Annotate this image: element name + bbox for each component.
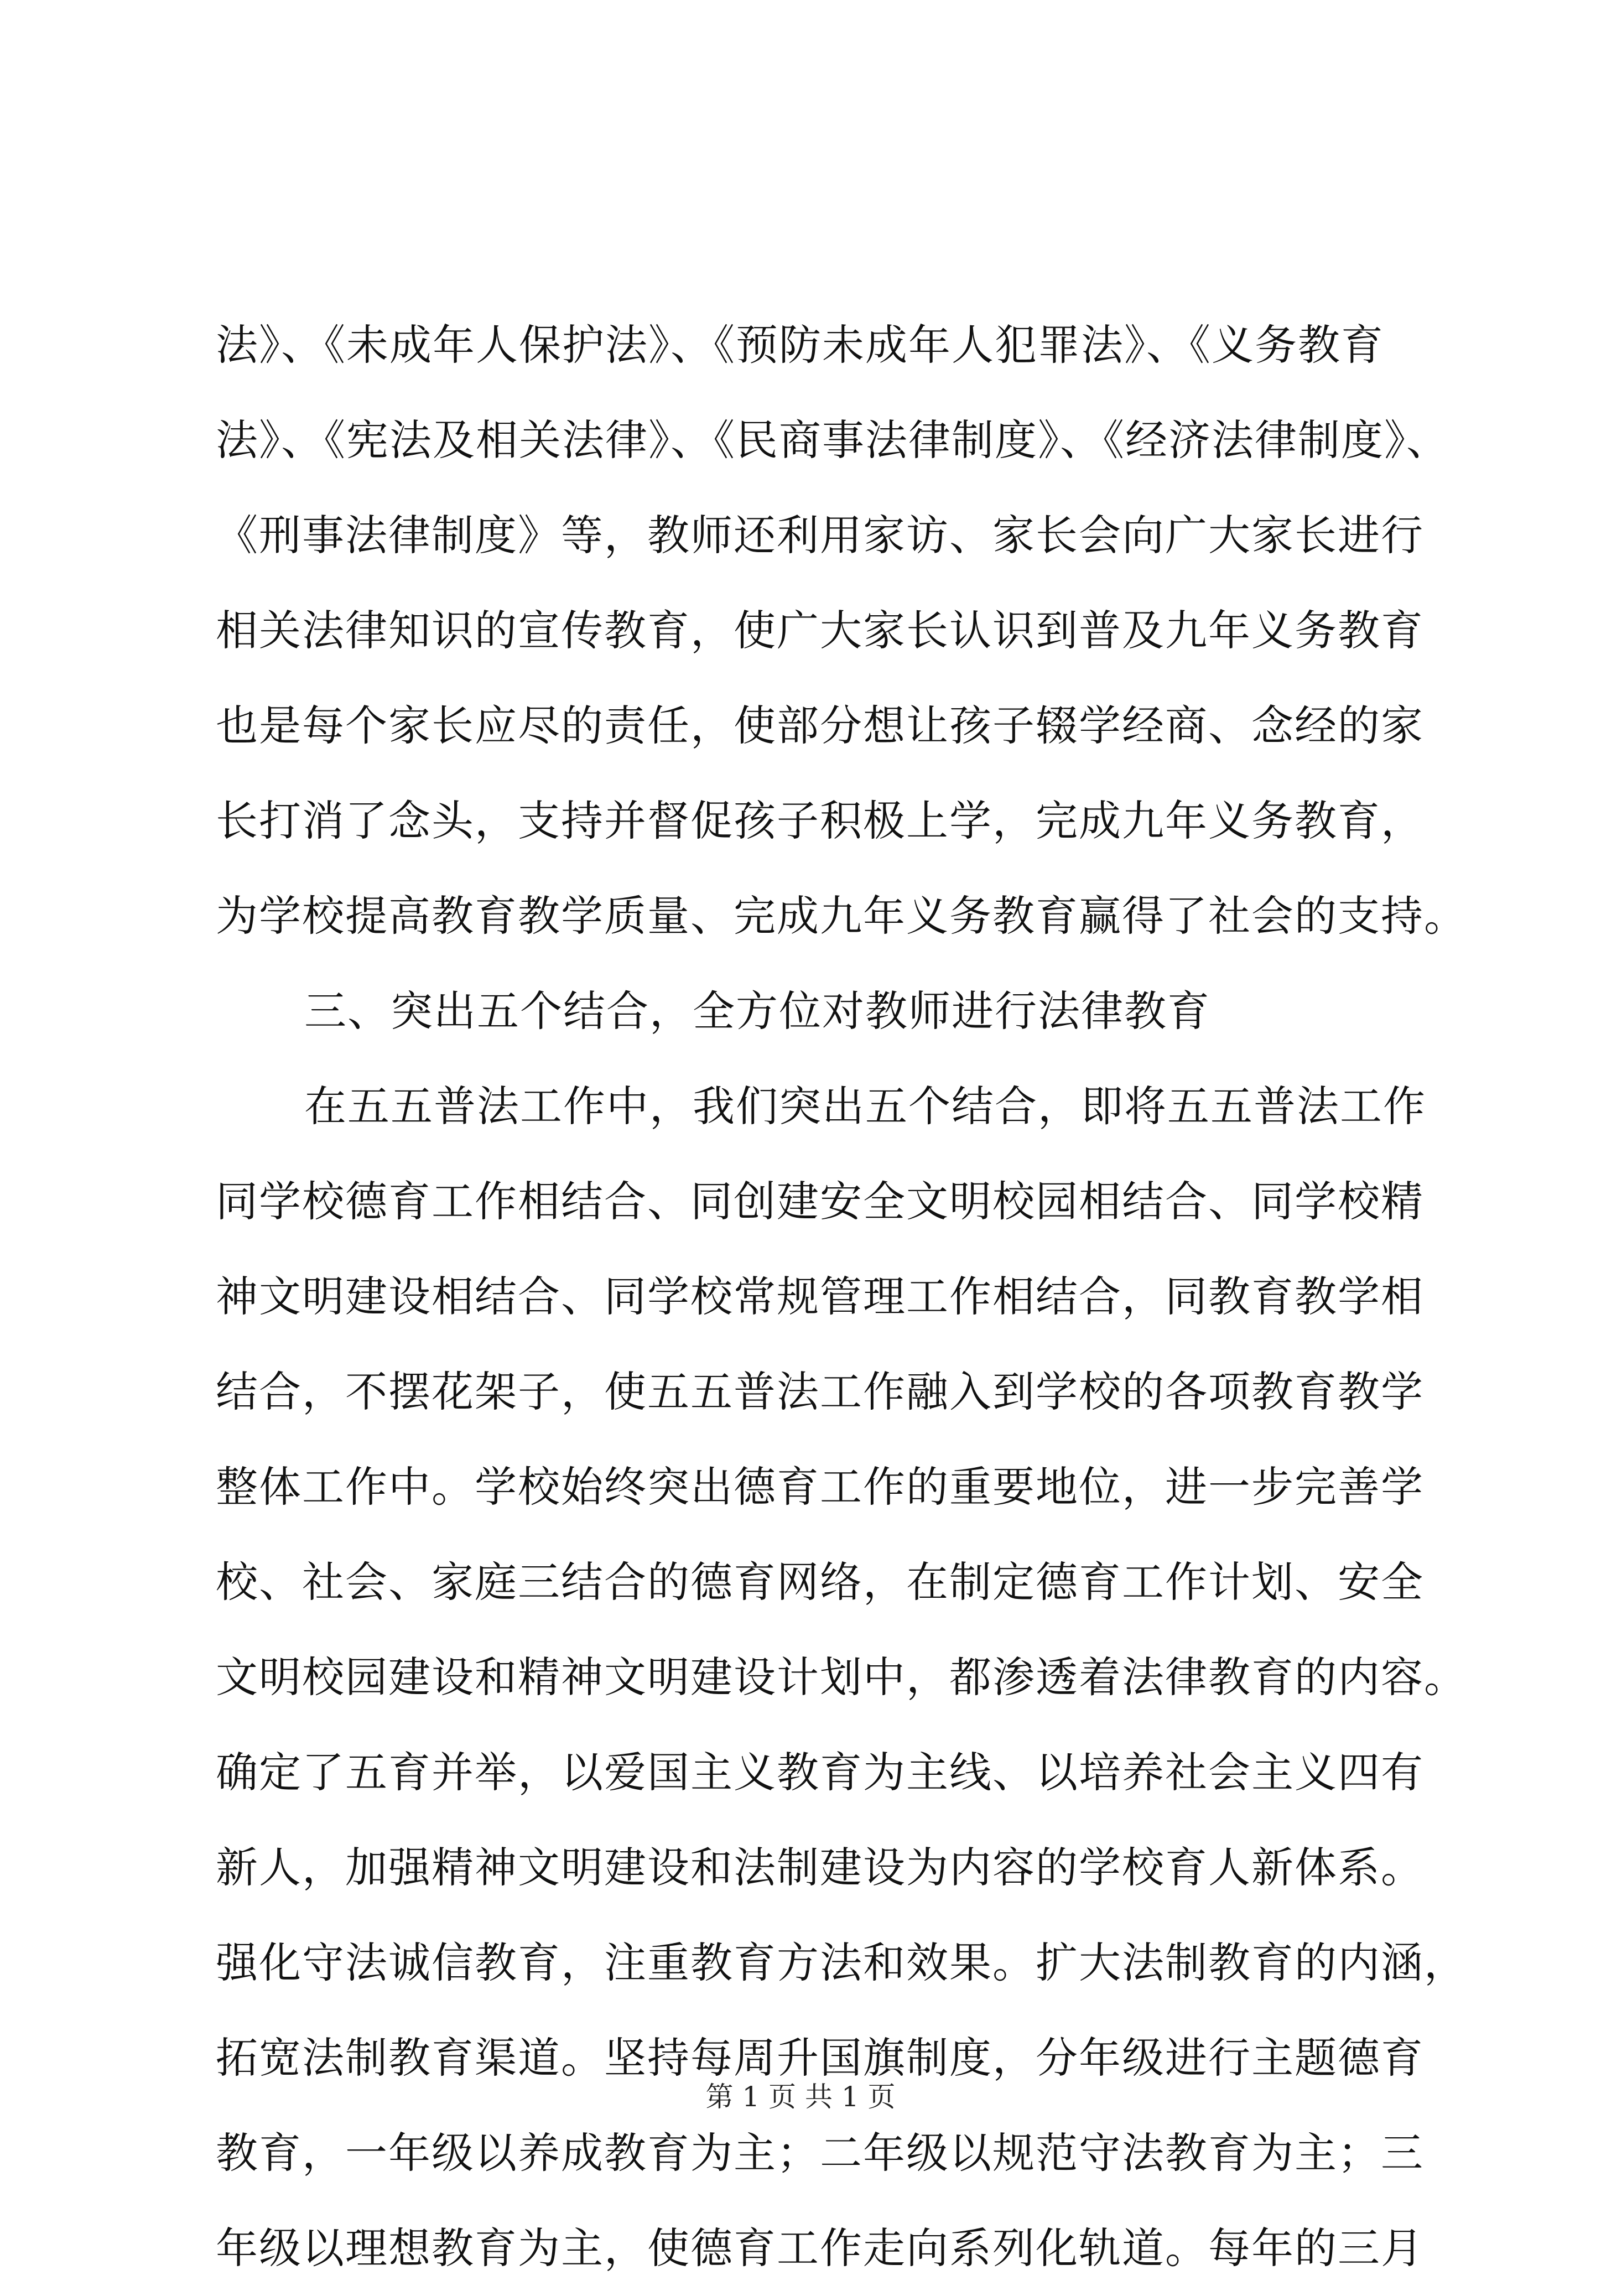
text-line: 年级以理想教育为主，使德育工作走向系列化轨道。每年的三月 bbox=[216, 2224, 1424, 2273]
text-line: 结合，不摆花架子，使五五普法工作融入到学校的各项教育教学 bbox=[216, 1367, 1424, 1416]
page-footer bbox=[0, 2077, 1601, 2116]
text-line: 拓宽法制教育渠道。坚持每周升国旗制度，分年级进行主题德育 bbox=[216, 2033, 1424, 2082]
text-line: 整体工作中。学校始终突出德育工作的重要地位，进一步完善学 bbox=[216, 1462, 1424, 1511]
text-line: 同学校德育工作相结合、同创建安全文明校园相结合、同学校精 bbox=[216, 1177, 1424, 1226]
document-body bbox=[216, 298, 1467, 2296]
text-line: 《刑事法律制度》等，教师还利用家访、家长会向广大家长进行 bbox=[216, 511, 1424, 560]
text-line: 相关法律知识的宣传教育，使广大家长认识到普及九年义务教育 bbox=[216, 606, 1424, 655]
text-line: 为学校提高教育教学质量、完成九年义务教育赢得了社会的支持。 bbox=[216, 891, 1467, 941]
text-line: 新人，加强精神文明建设和法制建设为内容的学校育人新体系。 bbox=[216, 1843, 1424, 1892]
text-line: 也是每个家长应尽的责任，使部分想让孩子辍学经商、念经的家 bbox=[216, 701, 1424, 750]
text-line: 教育，一年级以养成教育为主；二年级以规范守法教育为主；三 bbox=[216, 2128, 1424, 2178]
text-line: 法》、《宪法及相关法律》、《民商事法律制度》、《经济法律制度》、 bbox=[216, 415, 1449, 465]
text-line: 文明校园建设和精神文明建设计划中，都渗透着法律教育的内容。 bbox=[216, 1653, 1467, 1702]
page-number: 第 1 页 共 1 页 bbox=[705, 2081, 896, 2113]
text-line: 法》、《未成年人保护法》、《预防未成年人犯罪法》、《义务教育 bbox=[216, 320, 1384, 370]
section-heading: 三、突出五个结合，全方位对教师进行法律教育 bbox=[304, 986, 1210, 1036]
text-line: 长打消了念头，支持并督促孩子积极上学，完成九年义务教育， bbox=[216, 796, 1424, 845]
text-line: 确定了五育并举，以爱国主义教育为主线、以培养社会主义四有 bbox=[216, 1748, 1424, 1797]
text-line: 强化守法诚信教育，注重教育方法和效果。扩大法制教育的内涵， bbox=[216, 1938, 1467, 1987]
text-line: 校、社会、家庭三结合的德育网络，在制定德育工作计划、安全 bbox=[216, 1557, 1424, 1607]
paragraph-first-line: 在五五普法工作中，我们突出五个结合，即将五五普法工作 bbox=[304, 1082, 1426, 1131]
text-line: 神文明建设相结合、同学校常规管理工作相结合，同教育教学相 bbox=[216, 1272, 1424, 1321]
